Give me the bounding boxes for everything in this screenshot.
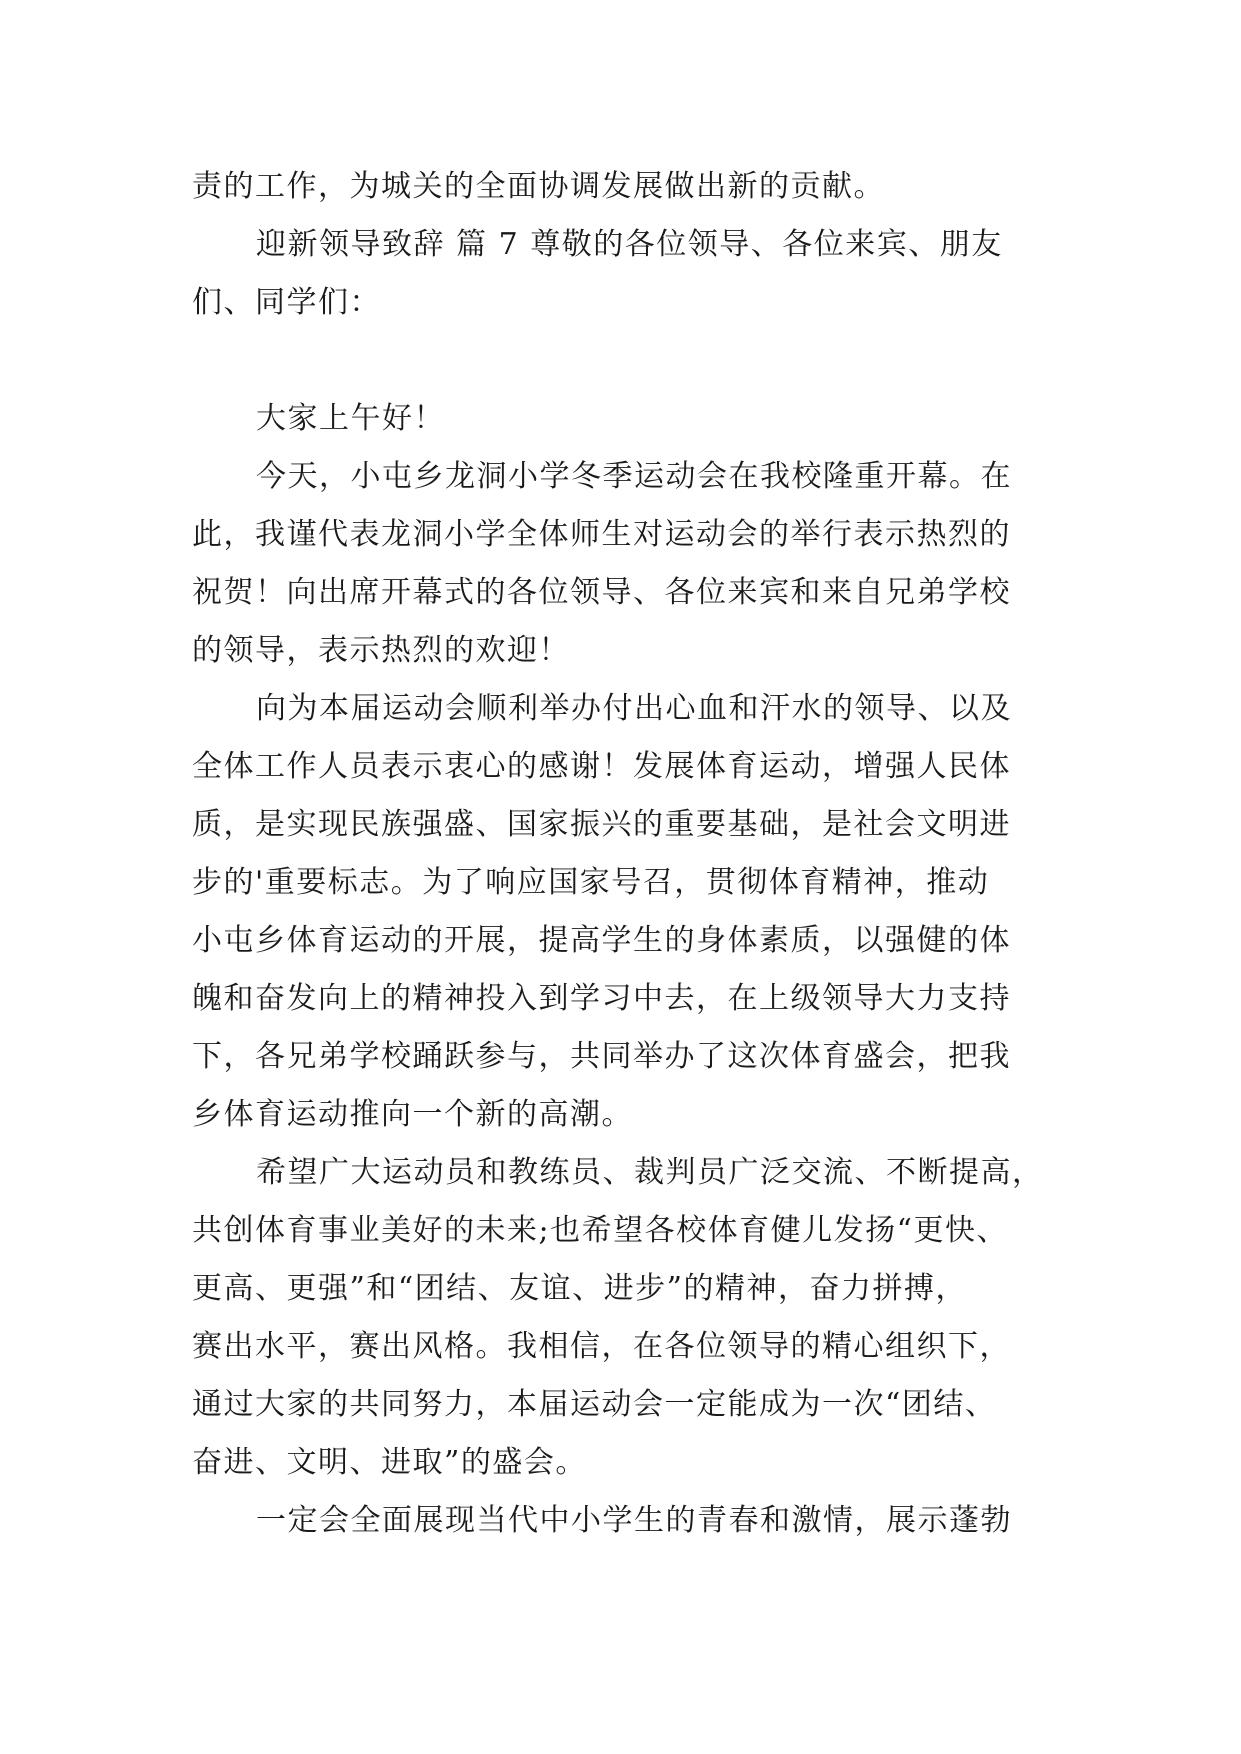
text-line: 今天，小屯乡龙洞小学冬季运动会在我校隆重开幕。在	[256, 459, 1012, 494]
text-line: 祝贺！向出席开幕式的各位领导、各位来宾和来自兄弟学校	[192, 575, 1011, 610]
text-line: 乡体育运动推向一个新的高潮。	[192, 1097, 633, 1132]
text-line: 魄和奋发向上的精神投入到学习中去，在上级领导大力支持	[192, 981, 1011, 1016]
text-line: 奋进、文明、进取”的盛会。	[192, 1445, 587, 1480]
text-line: 的领导，表示热烈的欢迎！	[192, 633, 570, 668]
text-line: 下，各兄弟学校踊跃参与，共同举办了这次体育盛会，把我	[192, 1039, 1011, 1074]
text-line: 责的工作，为城关的全面协调发展做出新的贡献。	[192, 169, 885, 204]
blank-line	[192, 332, 1062, 390]
text-line: 通过大家的共同努力，本届运动会一定能成为一次“团结、	[192, 1387, 997, 1422]
text-line: 一定会全面展现当代中小学生的青春和激情，展示蓬勃	[256, 1503, 1012, 1538]
text-line: 步的'重要标志。为了响应国家号召，贯彻体育精神，推动	[192, 865, 990, 900]
paragraph-heading-line: 迎新领导致辞 篇 7 尊敬的各位领导、各位来宾、朋友	[256, 227, 1003, 262]
text-line: 赛出水平，赛出风格。我相信，在各位领导的精心组织下，	[192, 1329, 1011, 1364]
text-line: 向为本届运动会顺利举办付出心血和汗水的领导、以及	[256, 691, 1012, 726]
text-line: 希望广大运动员和教练员、裁判员广泛交流、不断提高，	[256, 1155, 1044, 1190]
text-line: 质，是实现民族强盛、国家振兴的重要基础，是社会文明进	[192, 807, 1011, 842]
text-line: 们、同学们：	[192, 285, 381, 320]
document-body	[192, 158, 1062, 1550]
greeting-line: 大家上午好！	[256, 401, 445, 436]
text-line: 共创体育事业美好的未来;也希望各校体育健儿发扬“更快、	[192, 1213, 1008, 1248]
text-line: 更高、更强”和“团结、友谊、进步”的精神，奋力拼搏，	[192, 1271, 968, 1306]
text-line: 此，我谨代表龙洞小学全体师生对运动会的举行表示热烈的	[192, 517, 1011, 552]
text-line: 全体工作人员表示衷心的感谢！发展体育运动，增强人民体	[192, 749, 1011, 784]
text-line: 小屯乡体育运动的开展，提高学生的身体素质，以强健的体	[192, 923, 1011, 958]
